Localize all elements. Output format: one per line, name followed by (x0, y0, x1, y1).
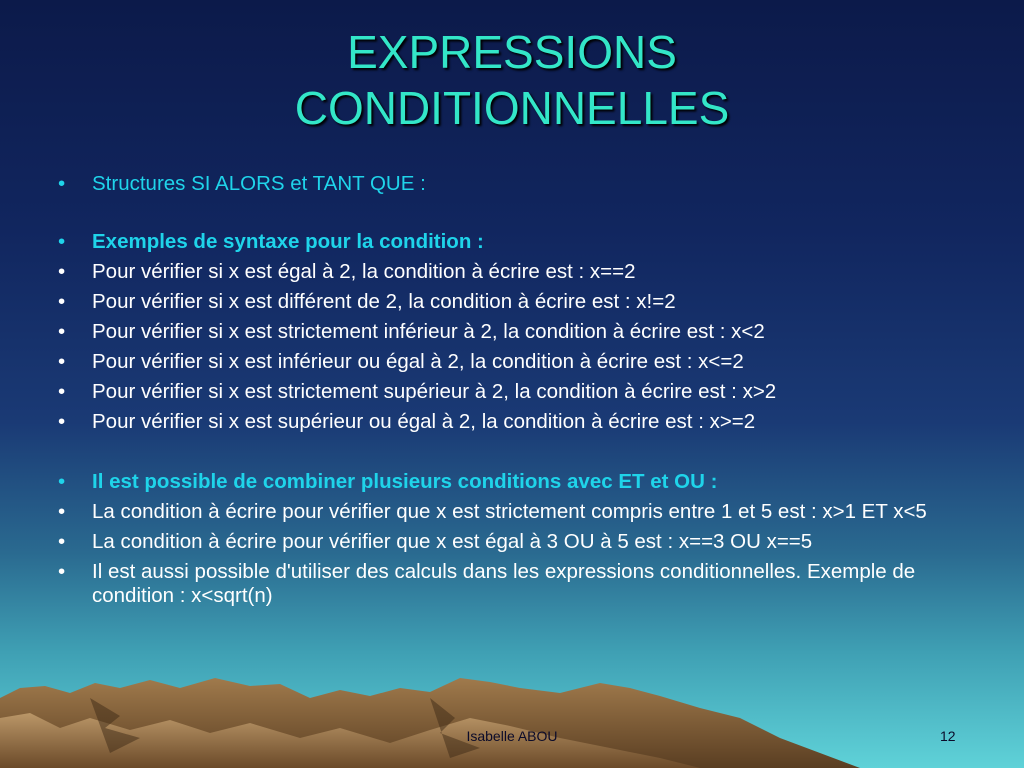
bullet-text: Pour vérifier si x est inférieur ou égal à 2, la condition à écrire est : x<=2 (92, 350, 744, 373)
mountain-landscape-image (0, 658, 1024, 768)
title-line-2: CONDITIONNELLES (294, 82, 730, 134)
bullet-icon: • (58, 172, 66, 195)
bullet-text: Structures SI ALORS et TANT QUE : (92, 172, 426, 195)
bullet-item-structures (58, 172, 958, 196)
bullet-icon: • (58, 410, 66, 433)
bullet-icon: • (58, 260, 66, 283)
bullet-icon: • (58, 500, 66, 523)
bullet-text: Pour vérifier si x est strictement inférieur à 2, la condition à écrire est : x<2 (92, 320, 765, 343)
bullet-icon: • (58, 230, 66, 253)
bullet-icon: • (58, 290, 66, 313)
bullet-item-different (58, 290, 958, 314)
bullet-text: Pour vérifier si x est égal à 2, la condition à écrire est : x==2 (92, 260, 636, 283)
bullet-item-between (58, 500, 958, 524)
bullet-text: Exemples de syntaxe pour la condition : (92, 230, 484, 253)
bullet-text: Pour vérifier si x est supérieur ou égal à 2, la condition à écrire est : x>=2 (92, 410, 756, 433)
bullet-item-calculations (58, 560, 958, 608)
bullet-icon: • (58, 560, 66, 583)
bullet-item-greater-or-equal (58, 410, 958, 434)
title-line-1: EXPRESSIONS (347, 26, 677, 78)
bullet-text: La condition à écrire pour vérifier que x est égal à 3 OU à 5 est : x==3 OU x==5 (92, 530, 813, 553)
footer-author: Isabelle ABOU (466, 728, 558, 744)
bullet-list (58, 172, 958, 608)
bullet-item-equal (58, 260, 958, 284)
bullet-item-examples-heading (58, 230, 958, 254)
bullet-text: La condition à écrire pour vérifier que x est strictement compris entre 1 et 5 est : x>1 ET x<5 (92, 500, 927, 523)
bullet-item-or (58, 530, 958, 554)
bullet-icon: • (58, 470, 66, 493)
bullet-text: Il est possible de combiner plusieurs conditions avec ET et OU : (92, 470, 718, 493)
bullet-item-combine-heading (58, 470, 958, 494)
footer-page-number: 12 (940, 728, 956, 744)
bullet-icon: • (58, 530, 66, 553)
bullet-icon: • (58, 380, 66, 403)
slide-title (0, 24, 1024, 136)
bullet-text: Pour vérifier si x est strictement supérieur à 2, la condition à écrire est : x>2 (92, 380, 777, 403)
bullet-item-strictly-less (58, 320, 958, 344)
bullet-item-less-or-equal (58, 350, 958, 374)
bullet-icon: • (58, 320, 66, 343)
bullet-text: Il est aussi possible d'utiliser des calculs dans les expressions conditionnelles. Exemple de condition : x<sqrt(n) (92, 560, 916, 607)
bullet-item-strictly-greater (58, 380, 958, 404)
bullet-text: Pour vérifier si x est différent de 2, la condition à écrire est : x!=2 (92, 290, 676, 313)
bullet-icon: • (58, 350, 66, 373)
